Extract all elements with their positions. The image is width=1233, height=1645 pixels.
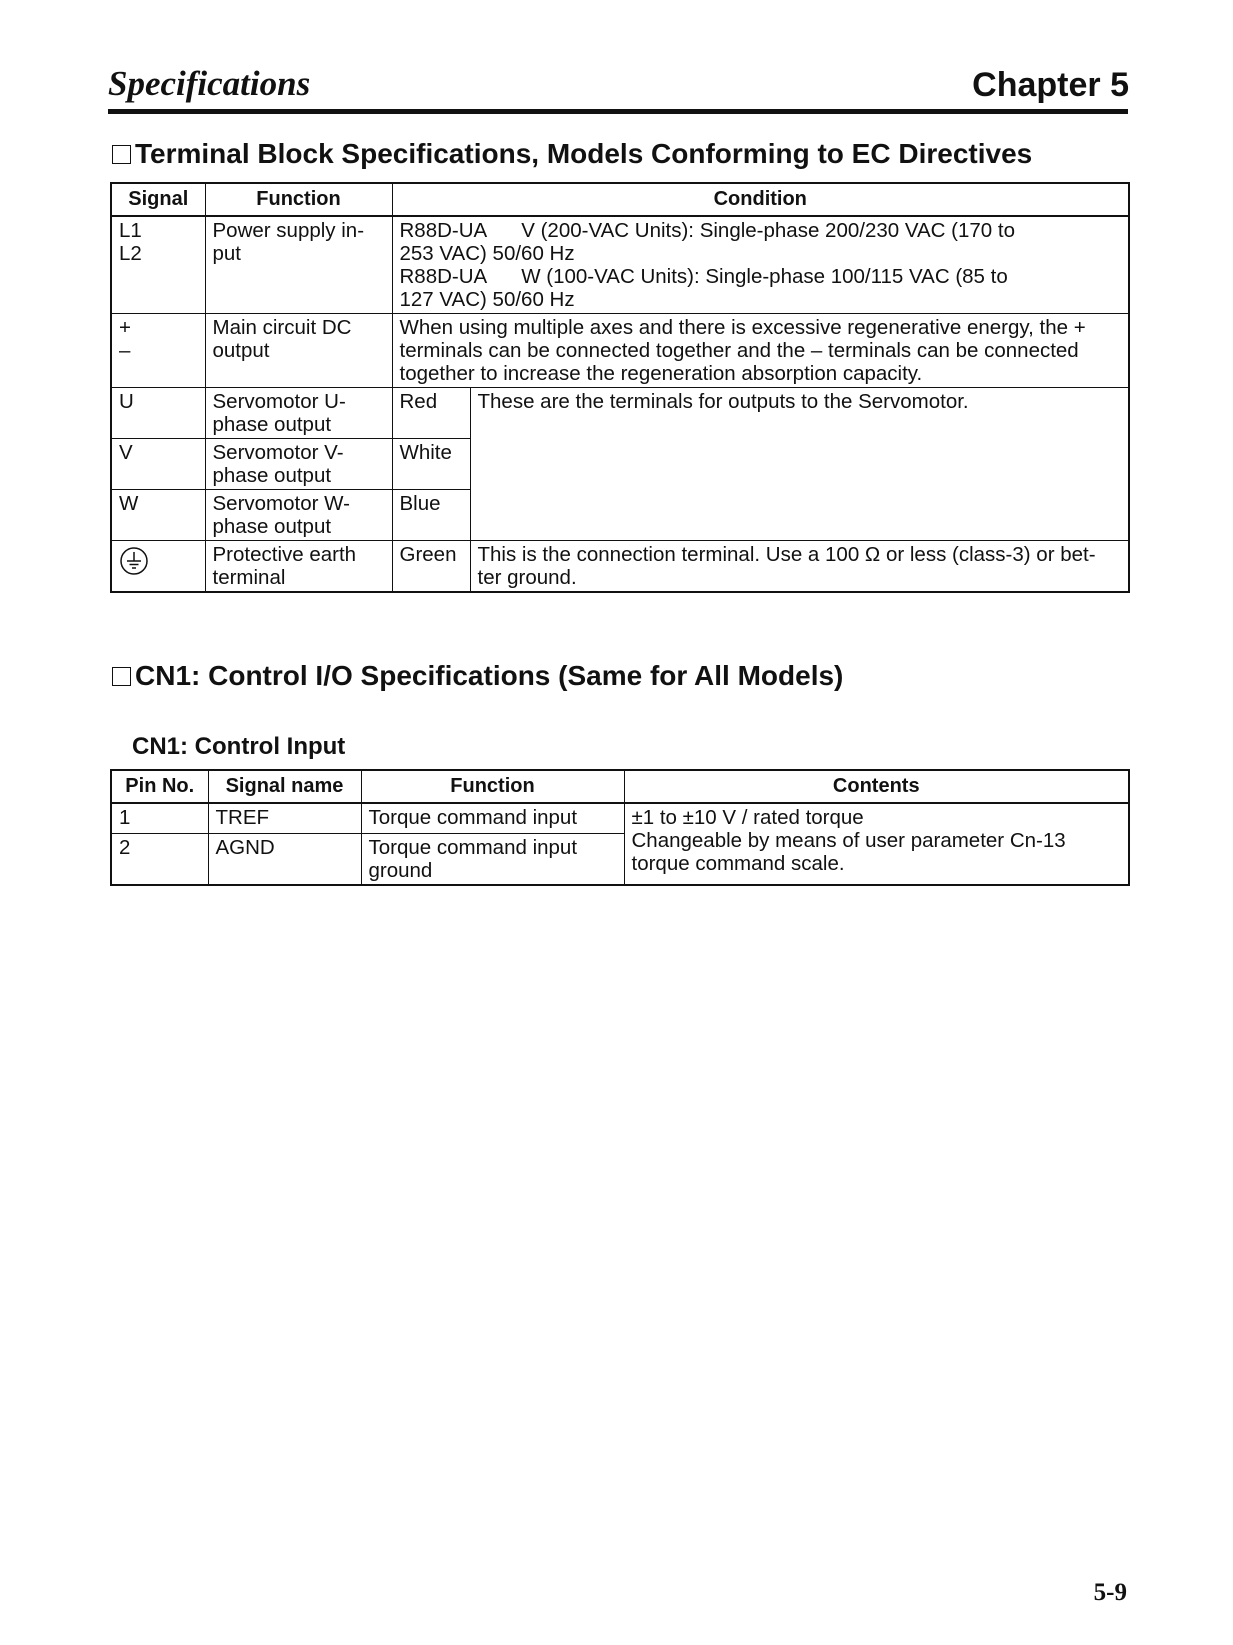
wire-color-cell: Blue (392, 490, 470, 541)
section-heading-cn1 (112, 660, 843, 692)
function-cell: output (212, 339, 270, 362)
contents-line: Changeable by means of user parameter Cn-13 (631, 829, 1066, 852)
chapter-label: Chapter 5 (972, 66, 1129, 104)
contents-line: torque command scale. (631, 852, 845, 875)
function-cell: Servomotor U- (212, 390, 346, 413)
signal-cell: U (111, 388, 205, 439)
wire-color-cell: Green (392, 541, 470, 593)
condition-line: R88D-UA V (200-VAC Units): Single-phase 200/230 VAC (170 to (399, 219, 1016, 242)
function-cell: put (212, 242, 241, 265)
terminal-block-table (110, 182, 1130, 593)
table-row (111, 803, 1129, 834)
protective-earth-icon (119, 546, 149, 576)
function-cell: Servomotor W- (212, 492, 350, 515)
function-cell: Power supply in- (212, 219, 365, 242)
column-header: Function (205, 183, 392, 216)
condition-line: 253 VAC) 50/60 Hz (399, 242, 575, 265)
note-line: This is the connection terminal. Use a 100 Ω or less (class-3) or bet- (477, 543, 1096, 566)
function-cell: phase output (212, 413, 332, 436)
column-header: Pin No. (111, 770, 208, 803)
note-cell: These are the terminals for outputs to the Servomotor. (470, 388, 1129, 541)
table-row (111, 216, 1129, 314)
subsection-heading: CN1: Control Input (132, 733, 346, 760)
column-header: Signal (111, 183, 205, 216)
signal-cell: + (119, 316, 131, 339)
checkbox-bullet-icon (112, 667, 131, 686)
condition-line: terminals can be connected together and the – terminals can be connected (399, 339, 1079, 362)
signal-cell: L2 (119, 242, 142, 265)
function-cell: Torque command input (368, 836, 578, 859)
signal-cell: V (111, 439, 205, 490)
function-cell: terminal (212, 566, 286, 589)
function-cell: Torque command input (361, 803, 624, 834)
note-line: ter ground. (477, 566, 577, 589)
signal-name-cell: AGND (208, 834, 361, 886)
function-cell: Servomotor V- (212, 441, 344, 464)
column-header: Function (361, 770, 624, 803)
signal-cell: – (119, 339, 131, 362)
signal-cell: W (111, 490, 205, 541)
condition-line: R88D-UA W (100-VAC Units): Single-phase 100/115 VAC (85 to (399, 265, 1008, 288)
condition-line: When using multiple axes and there is excessive regenerative energy, the + (399, 316, 1086, 339)
contents-line: ±1 to ±10 V / rated torque (631, 806, 864, 829)
column-header: Signal name (208, 770, 361, 803)
column-header: Condition (392, 183, 1129, 216)
page-number: 5-9 (1093, 1579, 1127, 1606)
wire-color-cell: White (392, 439, 470, 490)
signal-name-cell: TREF (208, 803, 361, 834)
column-header: Contents (624, 770, 1129, 803)
section-heading-terminal-block (112, 138, 1032, 170)
condition-line: together to increase the regeneration absorption capacity. (399, 362, 923, 385)
wire-color-cell: Red (392, 388, 470, 439)
condition-line: 127 VAC) 50/60 Hz (399, 288, 575, 311)
pin-cell: 1 (111, 803, 208, 834)
pin-cell: 2 (111, 834, 208, 886)
function-cell: phase output (212, 515, 332, 538)
section-heading-text: CN1: Control I/O Specifications (Same for All Models) (135, 660, 844, 691)
table-header-row (111, 183, 1129, 216)
function-cell: Main circuit DC (212, 316, 352, 339)
function-cell: Protective earth (212, 543, 357, 566)
running-header-title: Specifications (108, 64, 311, 103)
table-row (111, 541, 1129, 593)
function-cell: phase output (212, 464, 332, 487)
section-heading-text: Terminal Block Specifications, Models Conforming to EC Directives (135, 138, 1033, 169)
function-cell: ground (368, 859, 433, 882)
table-row (111, 314, 1129, 388)
signal-cell: L1 (119, 219, 142, 242)
table-header-row (111, 770, 1129, 803)
header-rule (108, 109, 1128, 114)
table-row (111, 388, 1129, 439)
control-input-table (110, 769, 1130, 886)
checkbox-bullet-icon (112, 145, 131, 164)
